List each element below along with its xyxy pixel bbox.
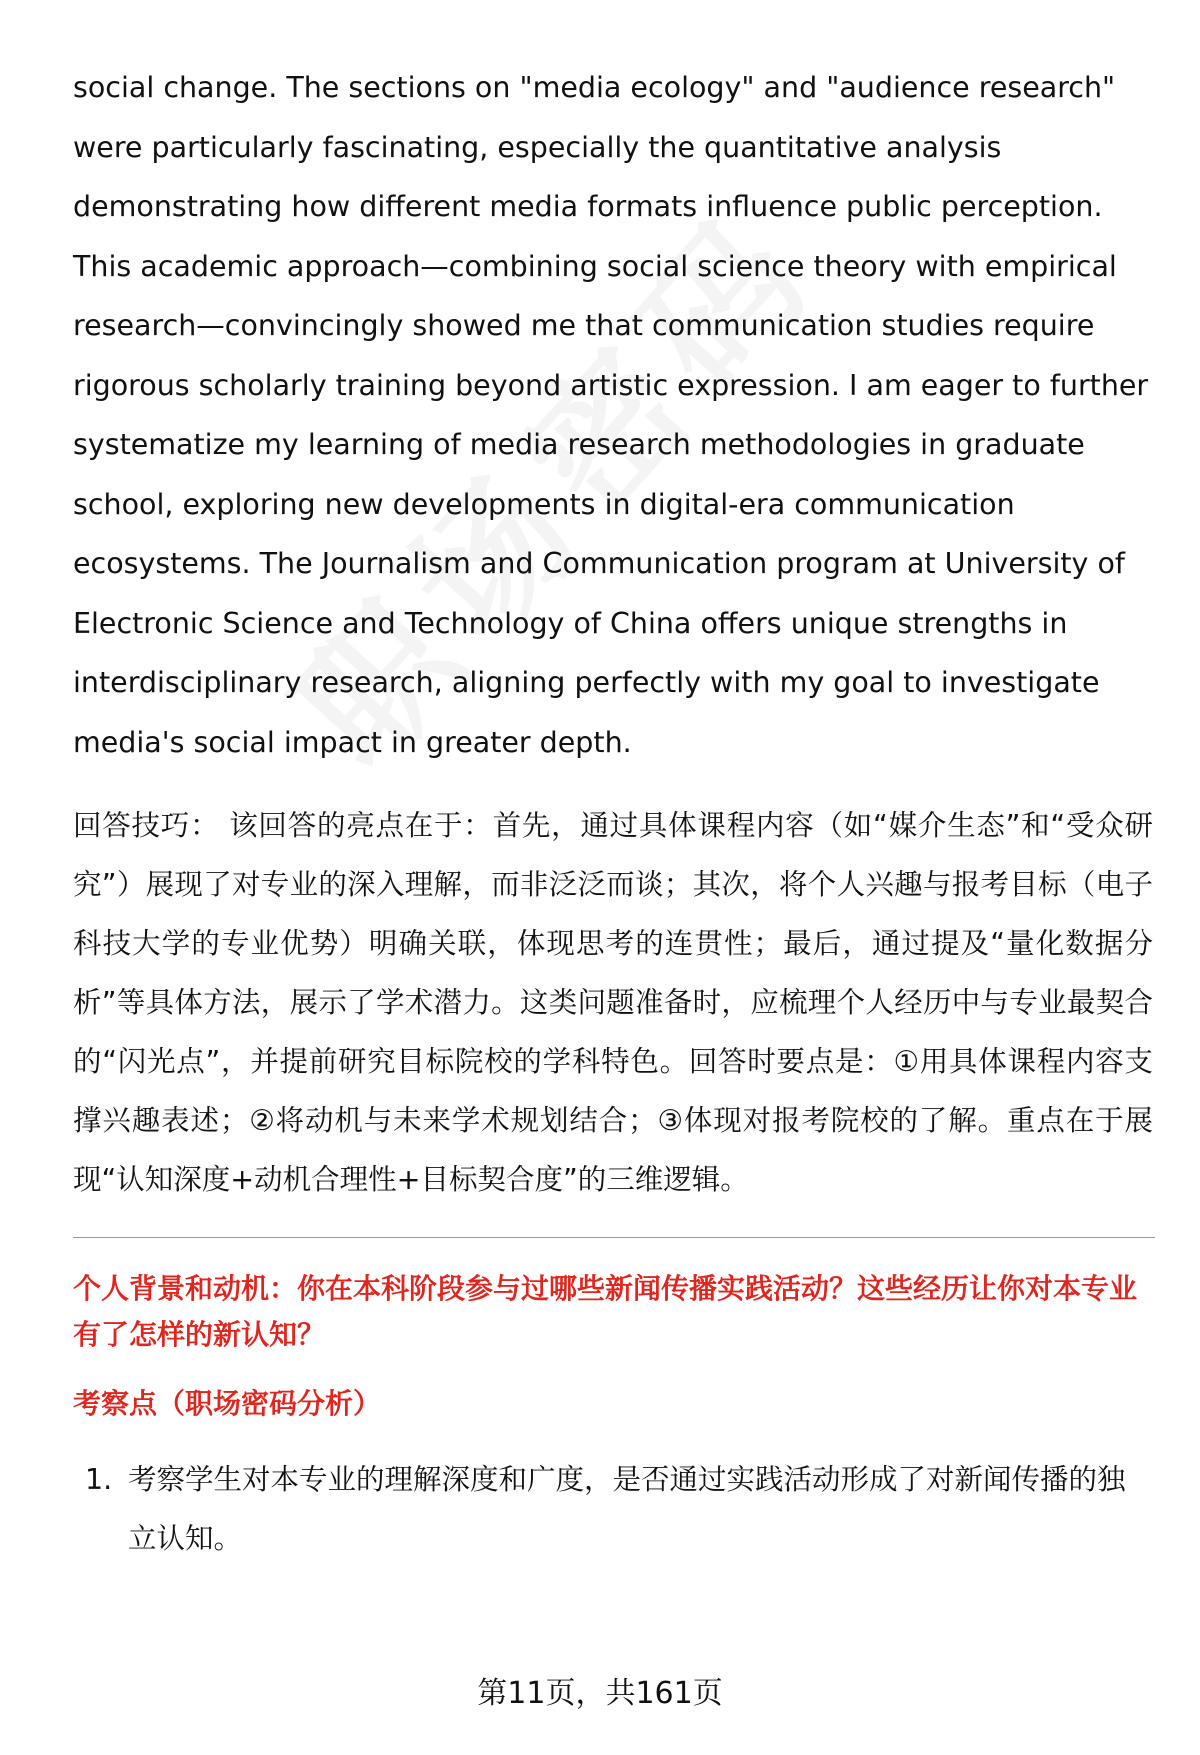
question-heading: 个人背景和动机：你在本科阶段参与过哪些新闻传播实践活动？这些经历让你对本专业有了怎样的新认知？ — [73, 1272, 1138, 1351]
english-answer-paragraph: social change. The sections on "media ecology" and "audience research" were particularly fascinating, especially the quantitative analysis demonstrating how different media formats influence public perception. This academic approach—combining social science theory with empirical research—convincingly showed me that communication studies require rigorous scholarly training beyond artistic expression. I am eager to further systematize my learning of media research methodologies in graduate school, exploring new developments in digital-era communication ecosystems. The Journalism and Communication program at University of Electronic Science and Technology of China offers unique strengths in interdisciplinary research, aligning perfectly with my goal to investigate media's social impact in greater depth. — [73, 71, 1149, 759]
page-content — [73, 58, 1153, 1568]
answer-tip-paragraph: 回答技巧： 该回答的亮点在于：首先，通过具体课程内容（如“媒介生态”和“受众研究”）展现了对专业的深入理解，而非泛泛而谈；其次，将个人兴趣与报考目标（电子科技大学的专业优势）明确关联，体现思考的连贯性；最后，通过提及“量化数据分析”等具体方法，展示了学术潜力。这类问题准备时，应梳理个人经历中与专业最契合的“闪光点”，并提前研究目标院校的学科特色。回答时要点是：①用具体课程内容支撑兴趣表述；②将动机与未来学术规划结合；③体现对报考院校的了解。重点在于展现“认知深度+动机合理性+目标契合度”的三维逻辑。 — [73, 809, 1153, 1196]
section-divider — [73, 1237, 1155, 1238]
assessment-points-heading: 考察点（职场密码分析） — [73, 1387, 382, 1420]
assessment-points-list — [73, 1450, 1153, 1568]
list-item-number: 1. — [85, 1463, 113, 1496]
list-item — [73, 1450, 1153, 1568]
page-number-footer: 第11页，共161页 — [477, 1676, 723, 1711]
list-item-text: 考察学生对本专业的理解深度和广度，是否通过实践活动形成了对新闻传播的独立认知。 — [128, 1463, 1126, 1555]
